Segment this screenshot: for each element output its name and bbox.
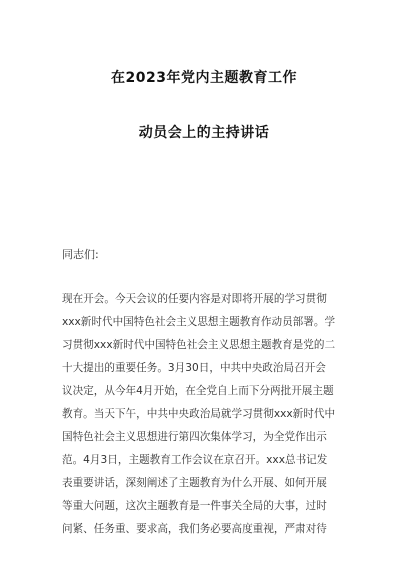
body-line: 教育。当天下午，中共中央政治局就学习贯彻xxx新时代中 (62, 408, 336, 420)
body-line: 习贯彻xxx新时代中国特色社会主义思想主题教育是党的二 (62, 339, 336, 351)
body-line: 问紧、任务重、要求高，我们务必要高度重视，严肃对待 (62, 523, 327, 535)
body-line: 范。4月3日，主题教育工作会议在京召开。xxx总书记发 (62, 454, 328, 466)
salutation: 同志们: (62, 248, 99, 261)
document-title-line-1: 在2023年党内主题教育工作 (111, 70, 297, 86)
body-line: 表重要讲话，深刻阐述了主题教育为什么开展、如何开展 (62, 477, 327, 489)
body-line: xxx新时代中国特色社会主义思想主题教育作动员部署。学 (62, 316, 336, 328)
body-line: 议决定，从今年4月开始，在全党自上而下分两批开展主题 (62, 385, 334, 397)
body-line: 十大提出的重要任务。3月30日，中共中央政治局召开会 (62, 362, 326, 374)
document-title-line-2: 动员会上的主持讲话 (138, 125, 270, 141)
body-line: 等重大问题，这次主题教育是一件事关全局的大事，过时 (62, 500, 327, 512)
body-line: 国特色社会主义思想进行第四次集体学习，为全党作出示 (62, 431, 327, 443)
body-line: 现在开会。今天会议的任要内容是对即将开展的学习贯彻 (62, 293, 327, 305)
